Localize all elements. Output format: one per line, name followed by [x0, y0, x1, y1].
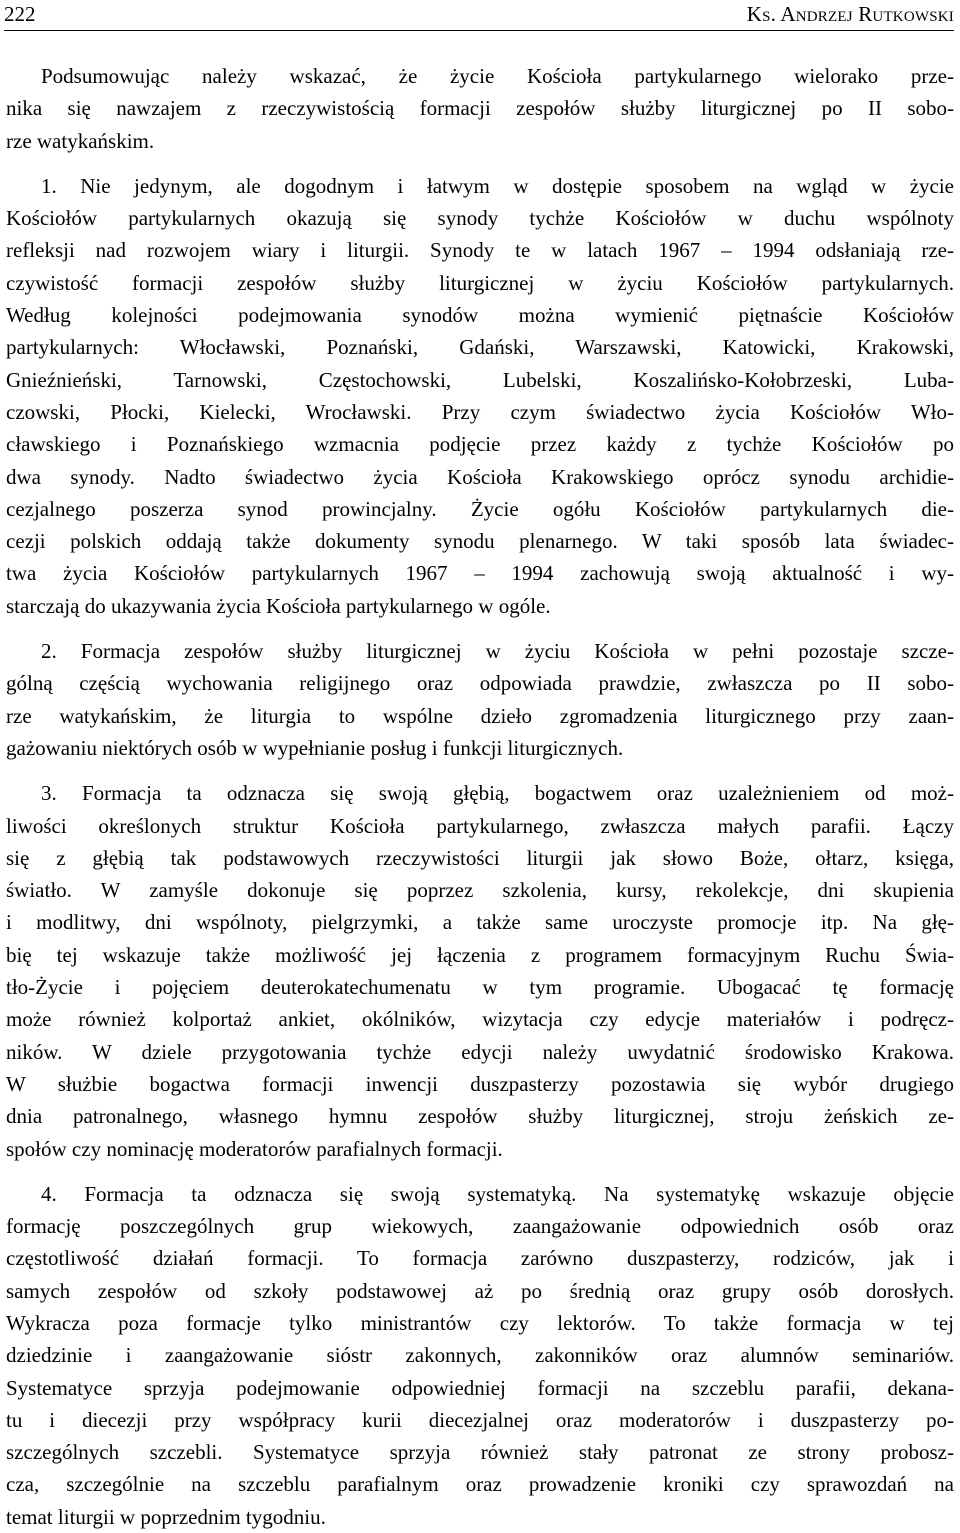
text-line: czowski, Płocki, Kielecki, Wrocławski. Przy czym świadectwo życia Kościołów Wło-	[6, 399, 954, 424]
text-line: może również kolportaż ankiet, okólników, wizytacja czy edycje materiałów i podręcz-	[6, 1007, 954, 1032]
text-line: Kościołów partykularnych okazują się synody tychże Kościołów w duchu wspólnoty	[6, 206, 954, 231]
text-line: cza, szczególnie na szczeblu parafialnym oraz prowadzenie kroniki czy sprawozdań na	[6, 1472, 954, 1497]
text-line: światło. W zamyśle dokonuje się poprzez szkolenia, kursy, rekolekcje, dni skupienia	[6, 878, 954, 903]
text-line: W służbie bogactwa formacji inwencji duszpasterzy pozostawia się wybór drugiego	[6, 1071, 954, 1096]
running-header	[4, 0, 954, 31]
text-line: starczają do ukazywania życia Kościoła partykularnego w ogóle.	[6, 593, 551, 618]
text-line: się z głębią tak podstawowych rzeczywistości liturgii jak słowo Boże, ołtarz, księga,	[6, 845, 954, 870]
text-line: nika się nawzajem z rzeczywistością formacji zespołów służby liturgicznej po II sobo-	[6, 96, 954, 121]
text-line: formację poszczególnych grup wiekowych, zaangażowanie odpowiednich osób oraz	[6, 1214, 954, 1239]
text-line: gólną częścią wychowania religijnego oraz odpowiada prawdzie, zwłaszcza po II sobo-	[6, 671, 954, 696]
paragraph-4	[6, 1178, 954, 1533]
text-line: dnia patronalnego, własnego hymnu zespołów służby liturgicznej, stroju żeńskich ze-	[6, 1104, 954, 1129]
text-line: partykularnych: Włocławski, Poznański, Gdański, Warszawski, Katowicki, Krakowski,	[6, 335, 954, 360]
text-line: samych zespołów od szkoły podstawowej aż po średnią oraz grupy osób dorosłych.	[6, 1278, 954, 1303]
paragraph-summary	[6, 60, 954, 157]
text-line: rze watykańskim, że liturgia to wspólne dzieło zgromadzenia liturgicznego przy zaan-	[6, 703, 954, 728]
text-line: dziedzinie i zaangażowanie sióstr zakonnych, zakonników oraz alumnów seminariów.	[6, 1343, 954, 1368]
page-number: 222	[4, 2, 36, 26]
paragraph-3	[6, 777, 954, 1165]
text-line: tło-Życie i pojęciem deuterokatechumenatu w tym programie. Ubogacać tę formację	[6, 975, 954, 1000]
text-line: refleksji nad rozwojem wiary i liturgii. Synody te w latach 1967 – 1994 odsłaniają rze-	[6, 238, 954, 263]
paragraph-1	[6, 170, 954, 622]
text-line: bię tej wskazuje także możliwość jej łączenia z programem formacyjnym Ruchu Świa-	[6, 942, 954, 967]
text-line: i modlitwy, dni wspólnoty, pielgrzymki, a także same uroczyste promocje itp. Na głę-	[6, 910, 954, 935]
text-line: rze watykańskim.	[6, 128, 155, 153]
text-line: cezji polskich oddają także dokumenty synodu plenarnego. W taki sposób lata świadec-	[6, 529, 954, 554]
text-line: 3. Formacja ta odznacza się swoją głębią, bogactwem oraz uzależnieniem od moż-	[41, 781, 954, 806]
text-line: dwa synody. Nadto świadectwo życia Kościoła Krakowskiego oprócz synodu archidie-	[6, 464, 954, 489]
text-line: częstotliwość działań formacji. To formacja zarówno duszpasterzy, rodziców, jak i	[6, 1246, 954, 1271]
text-line: Gnieźnieński, Tarnowski, Częstochowski, Lubelski, Koszalińsko-Kołobrzeski, Luba-	[6, 367, 954, 392]
text-line: cławskiego i Poznańskiego wzmacnia podjęcie przez każdy z tychże Kościołów po	[6, 432, 954, 457]
text-line: twa życia Kościołów partykularnych 1967 – 1994 zachowują swoją aktualność i wy-	[6, 561, 954, 586]
text-line: czywistość formacji zespołów służby liturgicznej w życiu Kościołów partykularnych.	[6, 270, 954, 295]
text-line: 2. Formacja zespołów służby liturgicznej w życiu Kościoła w pełni pozostaje szcze-	[41, 639, 954, 664]
text-line: Według kolejności podejmowania synodów można wymienić piętnaście Kościołów	[6, 303, 954, 328]
text-line: 1. Nie jedynym, ale dogodnym i łatwym w dostępie sposobem na wgląd w życie	[41, 173, 954, 198]
text-line: Wykracza poza formacje tylko ministrantów czy lektorów. To także formacja w tej	[6, 1310, 954, 1335]
text-line: tu i diecezji przy współpracy kurii diecezjalnej oraz moderatorów i duszpasterzy po-	[6, 1407, 954, 1432]
text-line: temat liturgii w poprzednim tygodniu.	[6, 1504, 326, 1529]
running-title: Ks. Andrzej Rutkowski	[746, 2, 954, 26]
document-body	[6, 60, 954, 1533]
text-line: Podsumowując należy wskazać, że życie Kościoła partykularnego wielorako prze-	[41, 64, 954, 88]
text-line: społów czy nominację moderatorów parafialnych formacji.	[6, 1136, 503, 1161]
text-line: ników. W dziele przygotowania tychże edycji należy uwydatnić środowisko Krakowa.	[6, 1039, 954, 1064]
text-line: Systematyce sprzyja podejmowanie odpowiedniej formacji na szczeblu parafii, dekana-	[6, 1375, 954, 1400]
paragraph-2	[6, 635, 954, 764]
text-line: gażowaniu niektórych osób w wypełnianie posług i funkcji liturgicznych.	[6, 735, 624, 760]
text-line: cezjalnego poszerza synod prowincjalny. Życie ogółu Kościołów partykularnych die-	[6, 496, 954, 521]
text-line: 4. Formacja ta odznacza się swoją systematyką. Na systematykę wskazuje objęcie	[41, 1181, 954, 1206]
text-line: szczególnych szczebli. Systematyce sprzyja również stały patronat ze strony probosz-	[6, 1440, 954, 1465]
text-line: liwości określonych struktur Kościoła partykularnego, zwłaszcza małych parafii. Łączy	[6, 813, 954, 838]
